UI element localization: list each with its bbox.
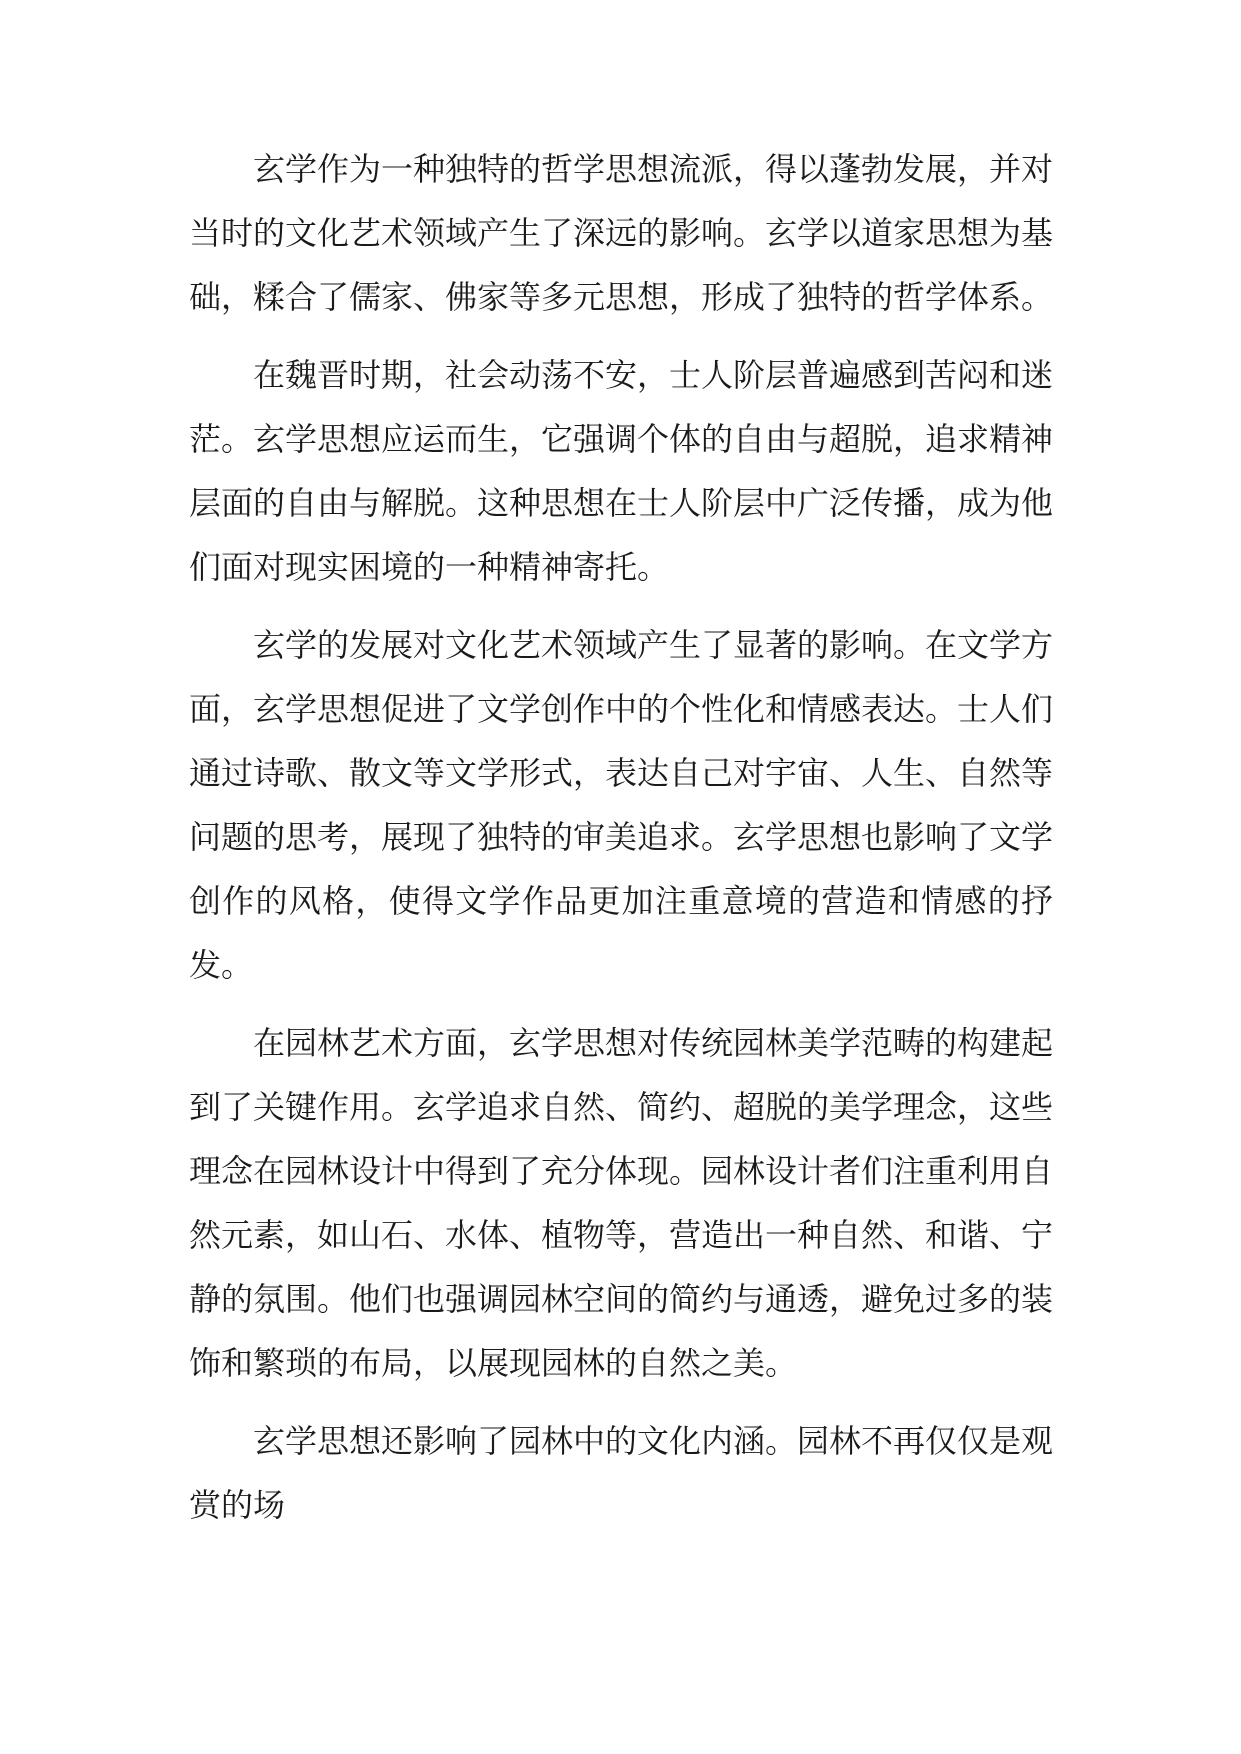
paragraph-4: 在园林艺术方面，玄学思想对传统园林美学范畴的构建起到了关键作用。玄学追求自然、简约、超脱的美学理念，这些理念在园林设计中得到了充分体现。园林设计者们注重利用自然元素，如山石、水体、植物等，营造出一种自然、和谐、宁静的氛围。他们也强调园林空间的简约与通透，避免过多的装饰和繁琐的布局，以展现园林的自然之美。 <box>189 1024 1054 1382</box>
body-text <box>189 137 1053 1551</box>
paragraph-1: 玄学作为一种独特的哲学思想流派，得以蓬勃发展，并对当时的文化艺术领域产生了深远的影响。玄学以道家思想为基础，糅合了儒家、佛家等多元思想，形成了独特的哲学体系。 <box>189 150 1054 316</box>
paragraph-3: 玄学的发展对文化艺术领域产生了显著的影响。在文学方面，玄学思想促进了文学创作中的个性化和情感表达。士人们通过诗歌、散文等文学形式，表达自己对宇宙、人生、自然等问题的思考，展现了独特的审美追求。玄学思想也影响了文学创作的风格，使得文学作品更加注重意境的营造和情感的抒发。 <box>189 626 1054 984</box>
paragraph-2: 在魏晋时期，社会动荡不安，士人阶层普遍感到苦闷和迷茫。玄学思想应运而生，它强调个体的自由与超脱，追求精神层面的自由与解脱。这种思想在士人阶层中广泛传播，成为他们面对现实困境的一种精神寄托。 <box>189 356 1054 586</box>
paragraph-5: 玄学思想还影响了园林中的文化内涵。园林不再仅仅是观赏的场 <box>189 1422 1054 1524</box>
